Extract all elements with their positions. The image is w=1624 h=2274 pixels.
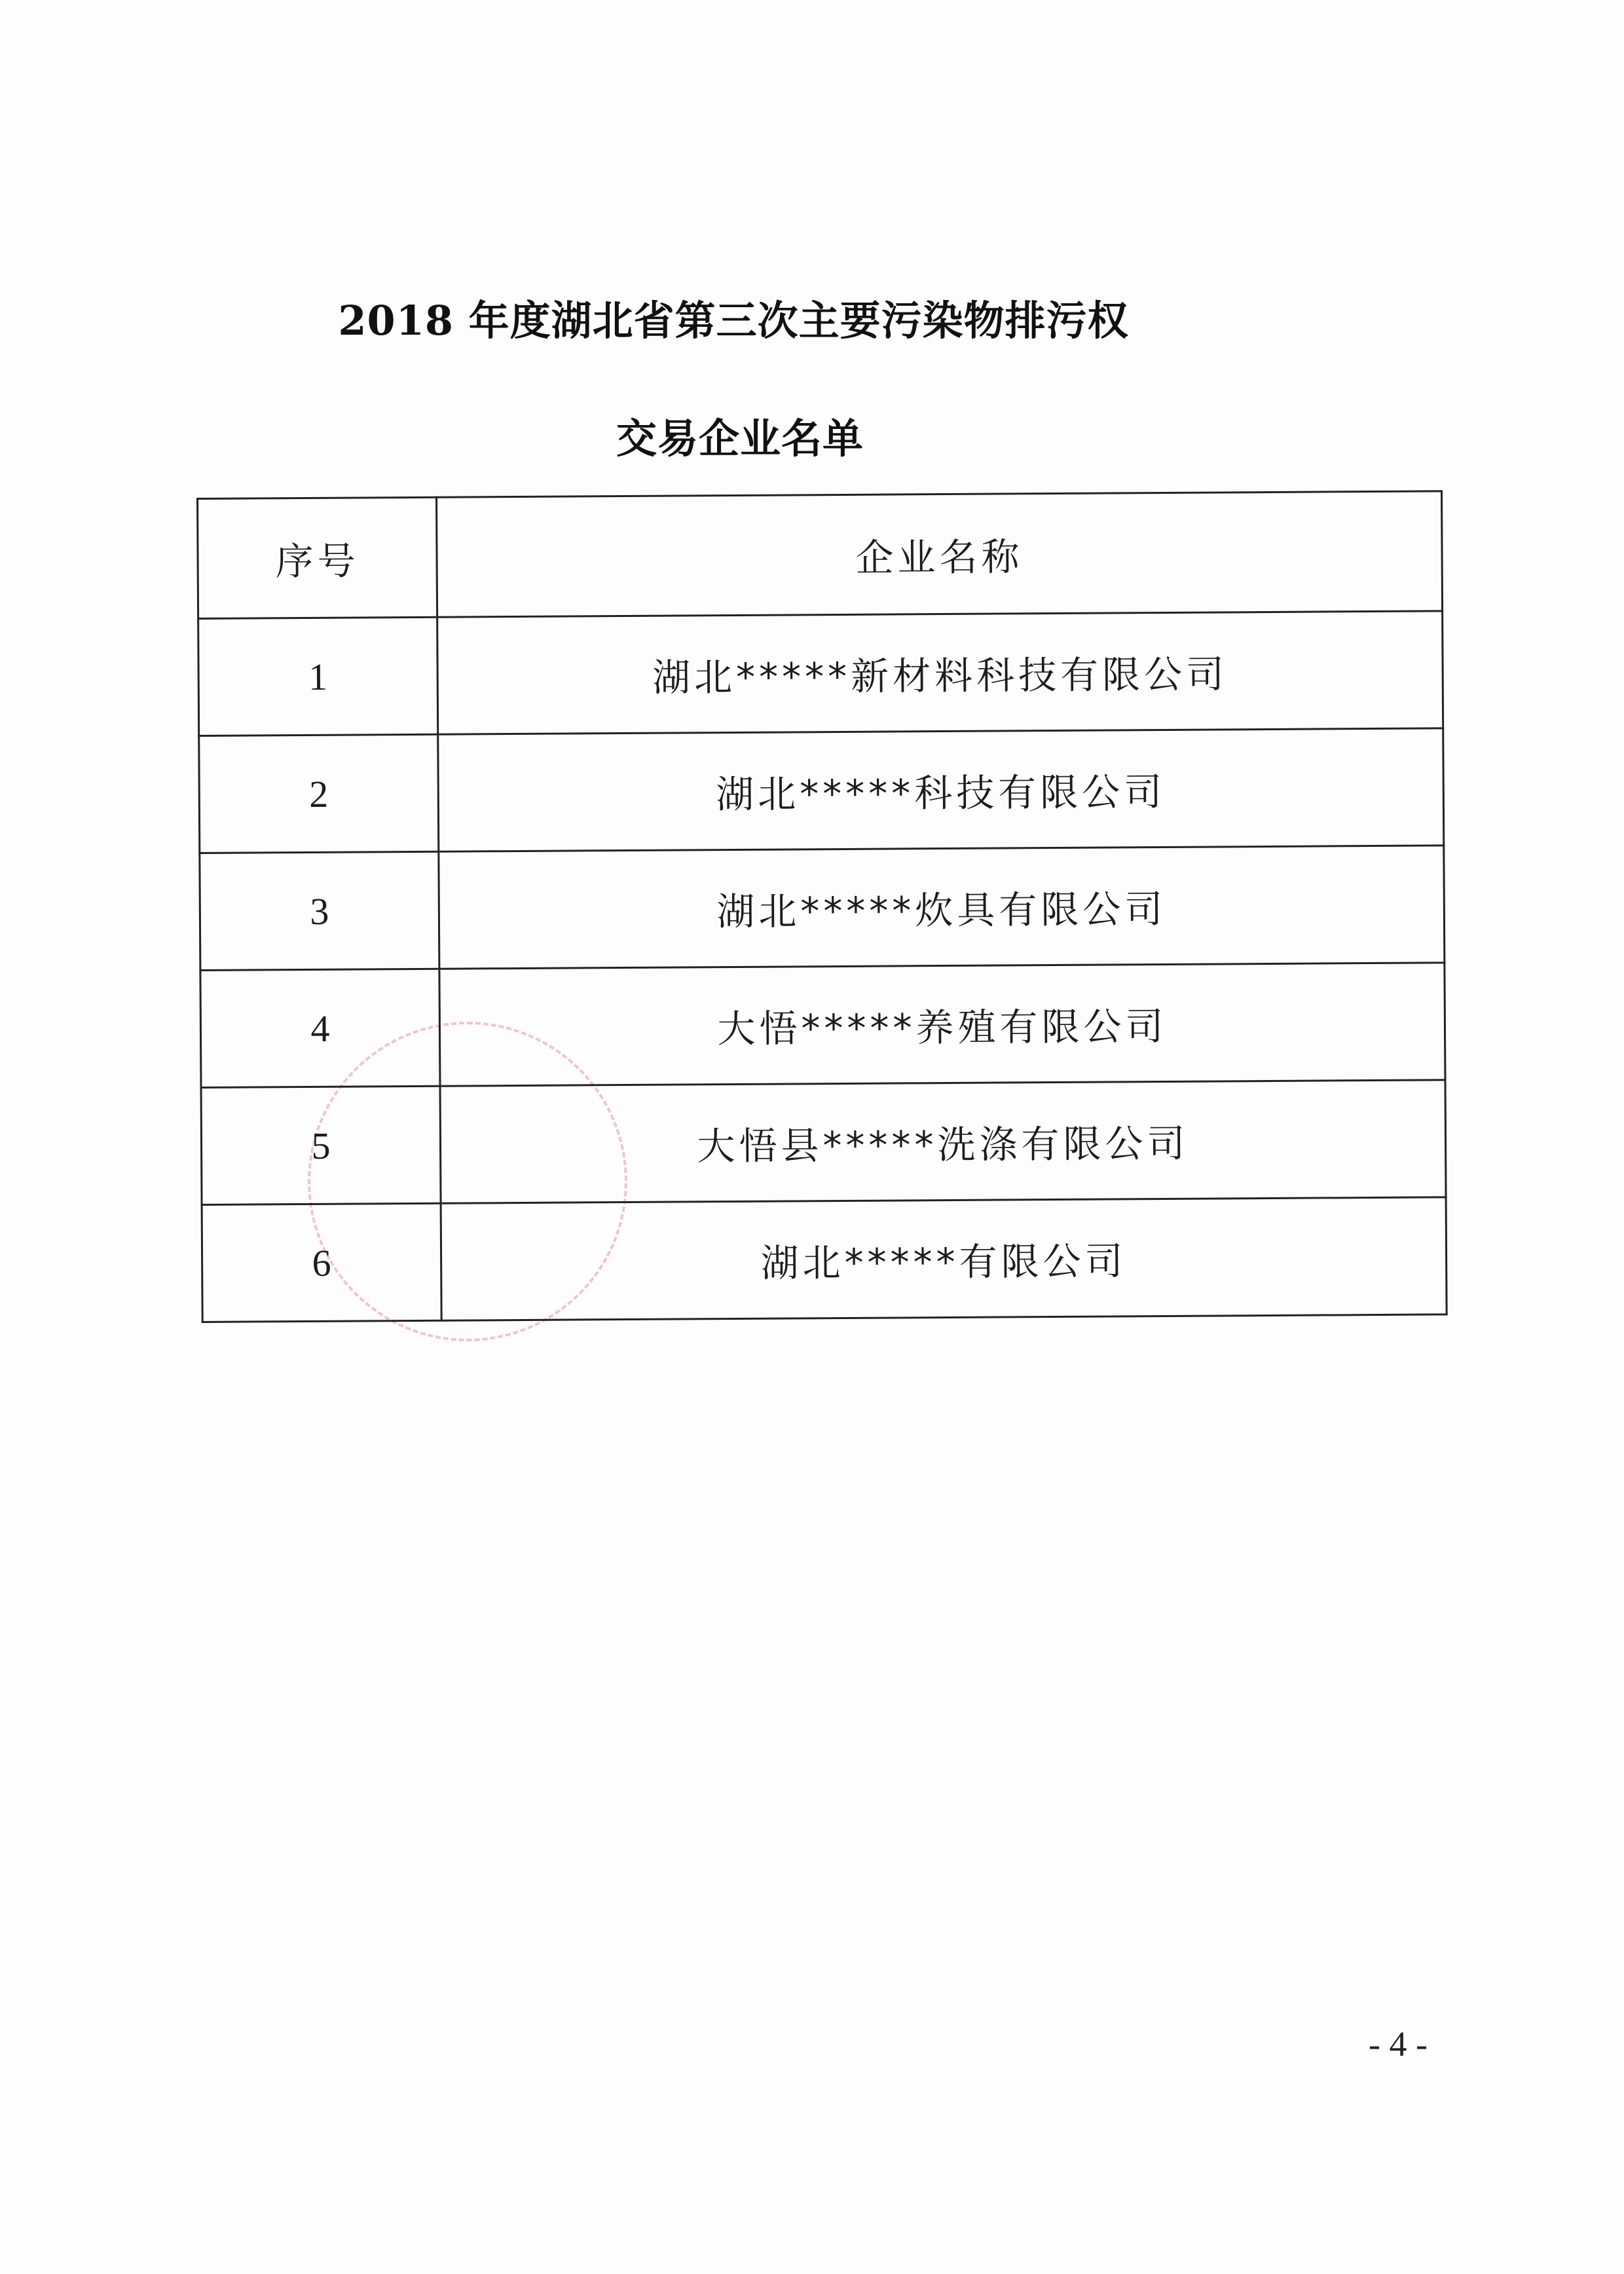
table-header-row: [198, 491, 1443, 619]
row-index: 5: [201, 1086, 441, 1204]
row-index: 6: [202, 1203, 441, 1322]
row-enterprise-name: 湖北*****炊具有限公司: [439, 846, 1445, 969]
row-index: 3: [200, 851, 439, 970]
table-row: [200, 846, 1445, 971]
row-index: 4: [200, 969, 440, 1087]
table-row: [198, 611, 1443, 736]
row-enterprise-name: 湖北*****有限公司: [441, 1197, 1447, 1320]
row-enterprise-name: 大悟县*****洗涤有限公司: [440, 1080, 1446, 1203]
row-index: 1: [198, 617, 438, 736]
enterprise-list-table-container: [196, 490, 1446, 1323]
table-row: [199, 728, 1444, 853]
header-serial-number: 序号: [198, 497, 437, 618]
header-enterprise-name: 企业名称: [437, 491, 1443, 617]
table-row: [201, 1080, 1446, 1205]
table-row: [200, 963, 1445, 1088]
table-row: [202, 1197, 1447, 1322]
row-index: 2: [199, 734, 439, 853]
page-number: - 4 -: [1369, 2024, 1428, 2064]
document-title-line-1: 2018 年度湖北省第三次主要污染物排污权: [338, 297, 1129, 345]
document-title-line-2: 交易企业名单: [616, 415, 864, 462]
row-enterprise-name: 湖北*****新材料科技有限公司: [437, 611, 1443, 734]
row-enterprise-name: 大悟*****养殖有限公司: [439, 963, 1445, 1086]
row-enterprise-name: 湖北*****科技有限公司: [438, 728, 1444, 851]
enterprise-list-table: [196, 490, 1448, 1323]
